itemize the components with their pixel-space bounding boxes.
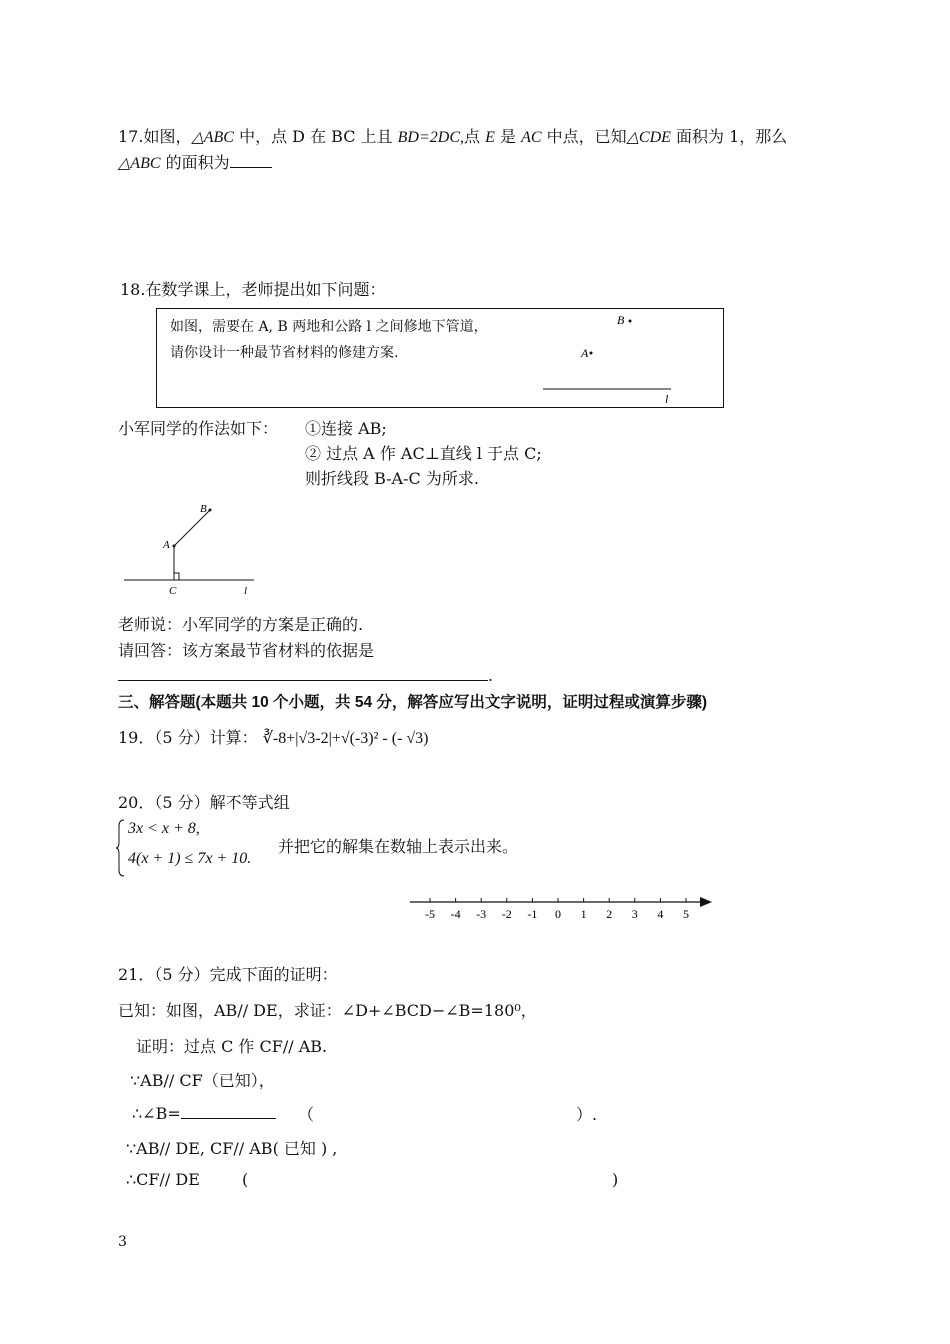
q17-answer-blank[interactable] [230, 151, 272, 168]
q18-method-label: 小军同学的作法如下： [118, 419, 279, 438]
q20-inequality1: 3x < x + 8, [128, 820, 200, 837]
tick-label: -3 [476, 907, 487, 921]
q21-blank-angle[interactable] [181, 1102, 276, 1119]
tick-label: 3 [631, 907, 638, 921]
fig-label-c: C [169, 585, 177, 597]
q19-line: 19．（5 分）计算： ∛-8+|√3-2|+√(-3)² - (- √3) [118, 728, 429, 747]
tick-label: 1 [580, 907, 587, 921]
tick-label: -2 [501, 907, 512, 921]
q18-solution-figure [118, 500, 268, 600]
q21-proof1: 证明：过点 C 作 CF// AB. [136, 1037, 328, 1056]
tick-label: -5 [425, 907, 435, 921]
point-a [173, 545, 176, 548]
right-angle-mark [174, 573, 179, 580]
q21-given: 已知：如图，AB// DE，求证：∠D+∠BCD−∠B=180⁰， [118, 1001, 537, 1020]
q21-proof5-reason-close: ) [612, 1170, 619, 1189]
q18-answer-prompt: 请回答：该方案最节省材料的依据是 [118, 641, 375, 660]
box-point-b [629, 320, 632, 323]
q21-proof4: ∵AB// DE, CF// AB( 已知 ) , [126, 1139, 338, 1158]
q21-label: 21．（5 分）完成下面的证明： [118, 965, 338, 984]
tick-label: 0 [555, 907, 561, 921]
fig-label-b: B [200, 503, 207, 515]
q21-proof3: ∴∠B= [132, 1102, 276, 1123]
tick-label: -4 [450, 907, 461, 921]
number-line [400, 890, 720, 926]
box-point-a [590, 352, 593, 355]
point-b [209, 509, 212, 512]
triangle-abc: △ABC [191, 129, 234, 146]
number-line-arrow [700, 897, 712, 907]
q18-step3: 则折线段 B-A-C 为所求. [305, 469, 479, 488]
q21-proof2: ∵AB// CF（已知）， [130, 1071, 275, 1090]
page-number: 3 [118, 1234, 127, 1250]
q18-box-figure [157, 309, 723, 407]
q18-teacher: 老师说：小军同学的方案是正确的. [118, 615, 364, 634]
q20-instruction: 并把它的解集在数轴上表示出来。 [278, 837, 519, 856]
box-road-label: l [665, 392, 669, 406]
triangle-cde: △CDE [626, 129, 671, 146]
q18-answer-line: . [118, 664, 493, 685]
q20-inequality2: 4(x + 1) ≤ 7x + 10. [128, 850, 252, 867]
q21-proof3-reason-open: （ [298, 1105, 315, 1124]
q19-expression: ∛-8+|√3-2|+√(-3)² - (- √3) [262, 730, 429, 747]
q18-step1: ①连接 AB; [305, 419, 387, 438]
q18-box-line2: 请你设计一种最节省材料的修建方案. [170, 345, 399, 361]
q18-title: 18.在数学课上，老师提出如下问题： [120, 280, 386, 299]
fig-label-a: A [163, 539, 170, 551]
q21-proof5-reason-open: ( [242, 1170, 249, 1189]
tick-label: -1 [527, 907, 538, 921]
segment-ab [174, 510, 210, 546]
q17-line2: △ABC 的面积为 [118, 150, 272, 173]
section3-title: 三、解答题(本题共 10 个小题，共 54 分，解答应写出文字说明，证明过程或演算步骤) [118, 694, 708, 711]
box-point-b-label: B [617, 313, 625, 327]
box-point-a-label: A [581, 346, 589, 360]
fig-label-l: l [244, 585, 248, 597]
q20-brace [116, 818, 126, 878]
q18-answer-blank[interactable] [118, 664, 488, 681]
tick-label: 5 [683, 907, 689, 921]
tick-label: 2 [606, 907, 613, 921]
q20-label: 20．（5 分）解不等式组 [118, 793, 290, 812]
tick-label: 4 [657, 907, 664, 921]
q21-proof5: ∴CF// DE [126, 1170, 200, 1189]
q17-line1: 17.如图，△ABC 中，点 D 在 BC 上且 BD=2DC,点 E 是 AC 中点，已知△CDE 面积为 1，那么 [118, 127, 788, 146]
q21-proof3-reason-close: ）. [576, 1105, 598, 1124]
q18-step2: ② 过点 A 作 AC⊥直线 l 于点 C; [305, 444, 542, 463]
q18-box-line1: 如图，需要在 A, B 两地和公路 l 之间修地下管道， [170, 319, 488, 335]
q18-problem-box [156, 308, 724, 408]
